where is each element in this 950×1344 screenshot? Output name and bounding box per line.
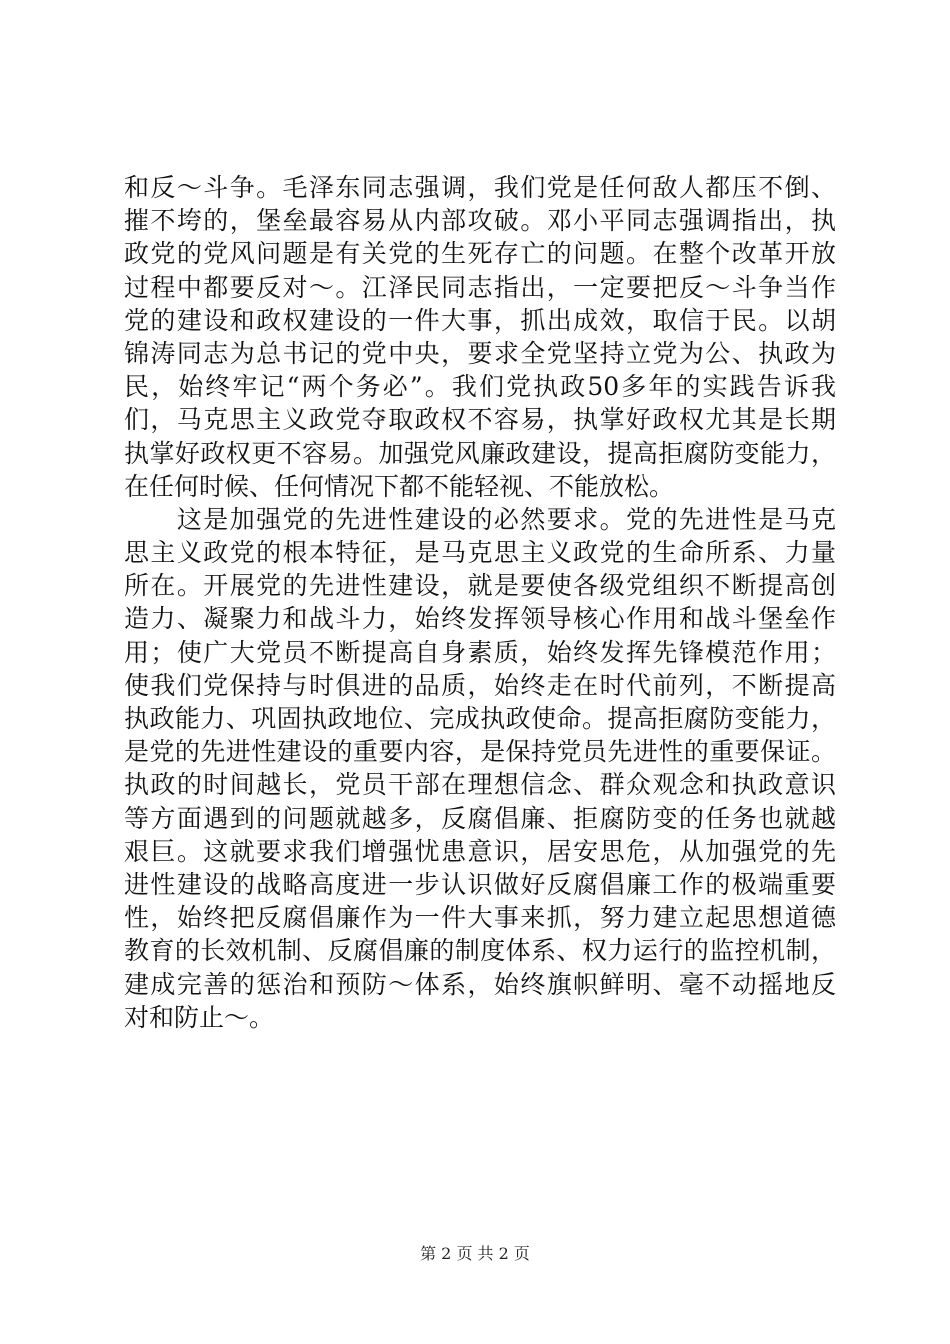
- text-line: 摧不垮的，堡垒最容易从内部攻破。邓小平同志强调指出，执: [124, 206, 836, 236]
- text-line: 是党的先进性建设的重要内容，是保持党员先进性的重要保证。: [124, 737, 836, 767]
- text-line: 思主义政党的根本特征，是马克思主义政党的生命所系、力量: [124, 538, 836, 568]
- document-body: [124, 171, 836, 1034]
- text-line: 执政的时间越长，党员干部在理想信念、群众观念和执政意识: [124, 770, 836, 800]
- page-number-footer: 第 2 页 共 2 页: [420, 1244, 530, 1263]
- text-line: 用；使广大党员不断提高自身素质，始终发挥先锋模范作用；: [124, 637, 836, 667]
- text-line: 在任何时候、任何情况下都不能轻视、不能放松。: [124, 471, 675, 501]
- text-line: 执政能力、巩固执政地位、完成执政使命。提高拒腐防变能力，: [124, 704, 836, 733]
- text-line: 对和防止～。: [124, 1002, 275, 1032]
- text-line: 所在。开展党的先进性建设，就是要使各级党组织不断提高创: [124, 571, 836, 601]
- text-line: 党的建设和政权建设的一件大事，抓出成效，取信于民。以胡: [124, 305, 836, 335]
- text-line: 教育的长效机制、反腐倡廉的制度体系、权力运行的监控机制，: [124, 936, 836, 966]
- paragraph-1: [124, 171, 836, 503]
- text-line: 建成完善的惩治和预防～体系，始终旗帜鲜明、毫不动摇地反: [124, 969, 836, 999]
- text-line: 等方面遇到的问题就越多，反腐倡廉、拒腐防变的任务也就越: [124, 803, 836, 833]
- text-line: 使我们党保持与时俱进的品质，始终走在时代前列，不断提高: [124, 670, 836, 700]
- text-line: 这是加强党的先进性建设的必然要求。党的先进性是马克: [124, 504, 836, 534]
- text-line: 锦涛同志为总书记的党中央，要求全党坚持立党为公、执政为: [124, 338, 836, 368]
- text-line: 过程中都要反对～。江泽民同志指出，一定要把反～斗争当作: [124, 272, 836, 302]
- paragraph-2: [124, 503, 836, 1034]
- text-line: 们，马克思主义政党夺取政权不容易，执掌好政权尤其是长期: [124, 405, 836, 435]
- text-line: 民，始终牢记“两个务必”。我们党执政50多年的实践告诉我: [124, 372, 836, 402]
- text-line: 和反～斗争。毛泽东同志强调，我们党是任何敌人都压不倒、: [124, 173, 836, 202]
- text-line: 艰巨。这就要求我们增强忧患意识，居安思危，从加强党的先: [124, 836, 836, 866]
- text-line: 执掌好政权更不容易。加强党风廉政建设，提高拒腐防变能力，: [124, 438, 836, 468]
- text-line: 进性建设的战略高度进一步认识做好反腐倡廉工作的极端重要: [124, 869, 836, 899]
- text-line: 性，始终把反腐倡廉作为一件大事来抓，努力建立起思想道德: [124, 903, 836, 933]
- text-line: 造力、凝聚力和战斗力，始终发挥领导核心作用和战斗堡垒作: [124, 604, 836, 634]
- text-line: 政党的党风问题是有关党的生死存亡的问题。在整个改革开放: [124, 239, 836, 269]
